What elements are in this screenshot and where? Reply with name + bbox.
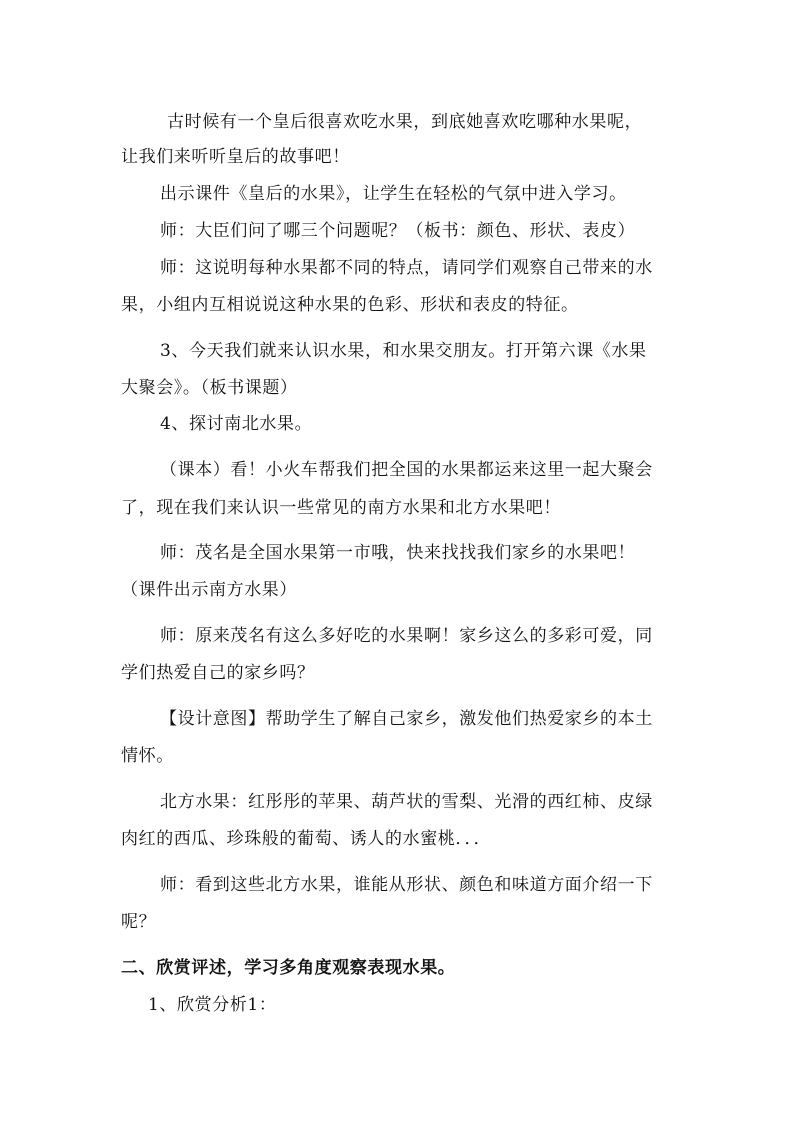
paragraph-line: 肉红的西瓜、珍珠般的葡萄、诱人的水蜜桃．．． [121, 829, 492, 849]
paragraph-line: （课本）看！小火车帮我们把全国的水果都运来这里一起大聚会 [160, 460, 653, 480]
paragraph-line: 情怀。 [121, 746, 174, 766]
paragraph-line: 古时候有一个皇后很喜欢吃水果，到底她喜欢吃哪种水果呢， [167, 112, 643, 132]
paragraph-line: 大聚会》。（板书课题） [121, 378, 298, 398]
paragraph-line: 呢？ [121, 912, 157, 932]
paragraph-line: 师：看到这些北方水果，谁能从形状、颜色和味道方面介绍一下 [160, 875, 653, 895]
paragraph-line: 1、欣赏分析1： [148, 995, 277, 1015]
paragraph-line: 果，小组内互相说说这种水果的色彩、形状和表皮的特征。 [121, 295, 579, 315]
paragraph-line: 让我们来听听皇后的故事吧！ [121, 147, 350, 167]
section-heading: 二、欣赏评述，学习多角度观察表现水果。 [121, 958, 456, 978]
paragraph-line: 北方水果：红彤彤的苹果、葫芦状的雪梨、光滑的西红柿、皮绿 [160, 792, 653, 812]
paragraph-line: 师：茂名是全国水果第一市哦，快来找找我们家乡的水果吧！ [160, 543, 636, 563]
paragraph-line: 师：这说明每种水果都不同的特点，请同学们观察自己带来的水 [160, 258, 653, 278]
paragraph-line: 【设计意图】帮助学生了解自己家乡，激发他们热爱家乡的本土 [160, 709, 653, 729]
paragraph-line: 了，现在我们来认识一些常见的南方水果和北方水果吧！ [121, 498, 561, 518]
paragraph-line: （课件出示南方水果） [121, 580, 297, 600]
paragraph-line: 师：原来茂名有这么多好吃的水果啊！家乡这么的多彩可爱，同 [160, 626, 653, 646]
paragraph-line: 出示课件《皇后的水果》，让学生在轻松的气氛中进入学习。 [160, 184, 627, 204]
paragraph-line: 师：大臣们问了哪三个问题呢？（板书：颜色、形状、表皮） [160, 221, 636, 241]
paragraph-line: 3、今天我们就来认识水果，和水果交朋友。打开第六课《水果 [160, 341, 647, 361]
paragraph-line: 4、探讨南北水果。 [160, 414, 313, 434]
paragraph-line: 学们热爱自己的家乡吗？ [121, 663, 315, 683]
